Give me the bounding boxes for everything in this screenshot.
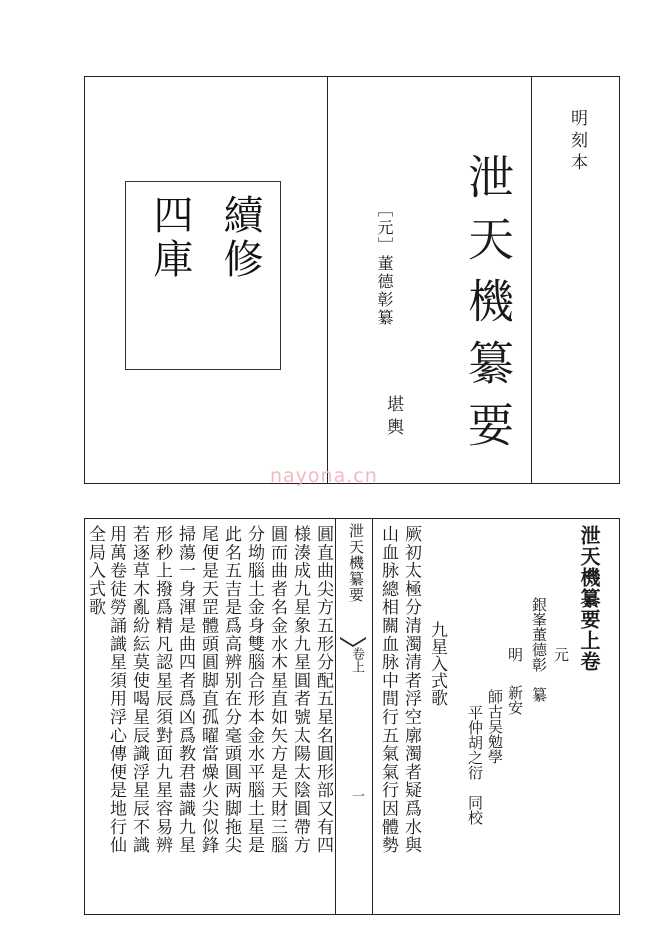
- text-column: 圓直曲尖方五形分配五星名圓形部又有四: [313, 525, 333, 855]
- seal-frame: [125, 181, 281, 370]
- text-column: 様湊成九星象九星圓者號太陽太陰圓帶方: [290, 525, 310, 855]
- text-page: [84, 518, 620, 915]
- seal-text-column: 四庫: [147, 194, 193, 282]
- series-label: 堪輿: [383, 395, 403, 441]
- edition-note: 明刻本: [567, 109, 587, 175]
- credit-line: 新安: [506, 685, 524, 715]
- title-page: [84, 76, 620, 484]
- text-column: 用萬卷徒勞誦識星須用浮心傳便是地行仙: [106, 525, 126, 855]
- center-fold: [335, 519, 373, 914]
- text-column: 分坳腦土金身雙腦合形本金水平腦土星是: [244, 525, 264, 855]
- text-column: 尾便是天罡體頭圓脚直孤曜當燥火尖似鋒: [198, 525, 218, 855]
- column-rule: [327, 77, 328, 483]
- fish-tail-icon: [340, 637, 366, 647]
- credit-line: 平仲胡之衍 同校: [466, 705, 484, 825]
- chapter-heading: 泄天機纂要上卷: [577, 525, 601, 672]
- text-column: 此名五吉是爲高辨别在分毫頭圓两脚拖尖: [221, 525, 241, 855]
- section-title: 九星入式歌: [427, 621, 447, 706]
- text-column: 全局入式歌: [85, 525, 105, 617]
- text-column: 形秒上撥爲精凡認星辰須對面九星容易辨: [152, 525, 172, 855]
- author-line: ［元］董德彰纂: [375, 201, 394, 327]
- text-column: 若逐草木亂紛紜莫使喝星辰識浮星辰不識: [129, 525, 149, 855]
- fold-juan: 卷上: [349, 647, 364, 673]
- column-rule: [531, 77, 532, 483]
- text-column: 圓而曲者名金水木星直如矢方是天財三腦: [267, 525, 287, 855]
- text-column: 山血脉總相關血脉中間行五氣氣行因體勢: [378, 525, 398, 855]
- text-column: 厥初太極分清濁清者浮空廓濁者疑爲水與: [401, 525, 421, 855]
- credit-line: 師古吴勉學: [486, 689, 504, 764]
- page-number: 一: [349, 789, 364, 802]
- book-title: 泄天機纂要: [461, 153, 515, 463]
- credit-line: 銀峯董德彰 纂: [530, 597, 548, 702]
- fold-title: 泄天機纂要: [347, 523, 365, 603]
- text-column: 掃蕩一身渾是曲四者爲凶爲教君盡識九星: [175, 525, 195, 855]
- credit-line: 明: [506, 647, 524, 662]
- credit-line: 元: [552, 647, 570, 662]
- watermark: nayona.cn: [270, 465, 378, 487]
- seal-text-column: 續修: [217, 194, 263, 282]
